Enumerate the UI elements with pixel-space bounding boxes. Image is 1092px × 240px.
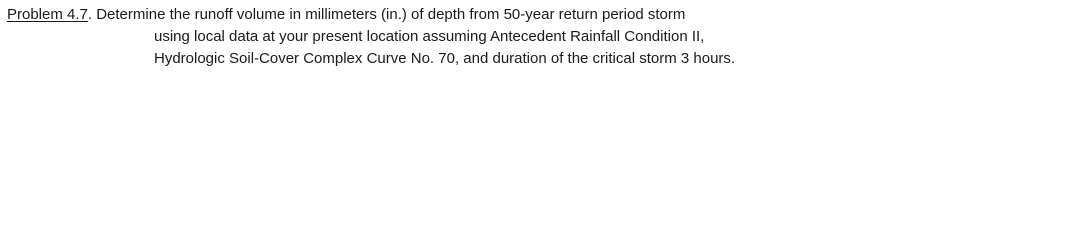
- problem-text-line-1: Determine the runoff volume in millimeters (in.) of depth from 50-year return period storm: [92, 6, 686, 23]
- problem-statement: [7, 4, 1087, 70]
- problem-line-3: Hydrologic Soil-Cover Complex Curve No. 70, and duration of the critical storm 3 hours.: [154, 50, 736, 67]
- problem-label: Problem 4.7: [7, 6, 88, 23]
- problem-line-1: [7, 4, 1087, 26]
- problem-line-2: using local data at your present location assuming Antecedent Rainfall Condition II,: [154, 28, 705, 45]
- document-page: [0, 0, 1092, 114]
- problem-label-period: .: [87, 6, 93, 23]
